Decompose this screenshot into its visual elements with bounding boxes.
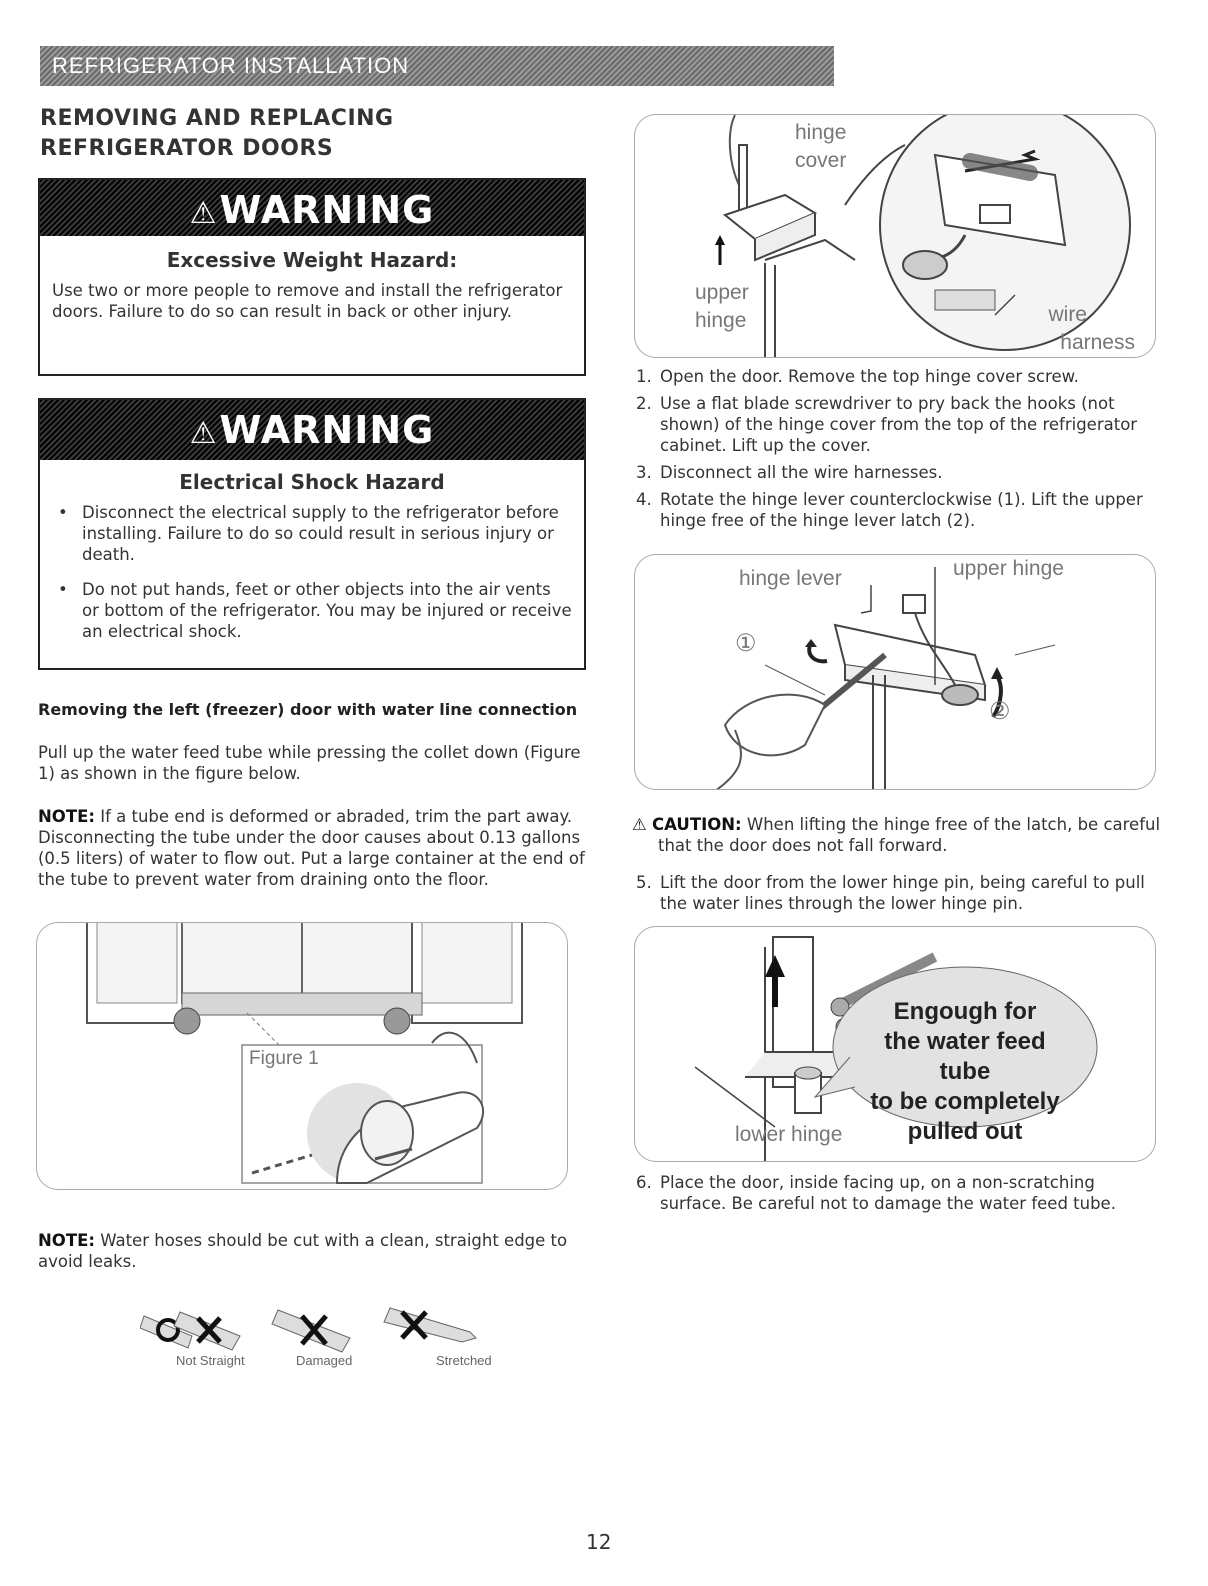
hose-label-not-straight: Not Straight: [176, 1353, 245, 1368]
figure-lower-hinge-frame: [634, 926, 1156, 1162]
label-lower-hinge: lower hinge: [735, 1123, 843, 1146]
note-label: NOTE:: [38, 1231, 95, 1250]
warning-shock-body: [40, 494, 584, 642]
label-wire-harness: [1005, 301, 1135, 357]
note-text: Water hoses should be cut with a clean, straight edge to avoid leaks.: [38, 1231, 568, 1271]
step-number: 2.: [636, 394, 652, 413]
step-5-block: [636, 872, 1156, 920]
step-text: Disconnect all the wire harnesses.: [660, 463, 943, 482]
warning-shock-header: [40, 400, 584, 460]
caution-text: When lifting the hinge free of the latch, be careful that the door does not fall forward.: [658, 815, 1161, 855]
warning-shock-bullet-2: • Do not put hands, feet or other objects into the air vents or bottom of the refrigerator. You may be injured or receive an electrical shock.: [52, 579, 572, 642]
page-number: 12: [586, 1530, 612, 1554]
figure-1-label: Figure 1: [249, 1048, 319, 1069]
label-upper-hinge-line2: hinge: [695, 309, 747, 332]
callout-line-2: the water feed tube: [884, 1028, 1046, 1085]
warning-shock-bullet-1: • Disconnect the electrical supply to the refrigerator before installing. Failure to do so could result in serious injury or death.: [52, 502, 572, 565]
warning-weight-body-box: [38, 236, 586, 376]
step-number: 4.: [636, 490, 652, 509]
warning-weight-header: [40, 180, 584, 240]
step-2: [636, 393, 1156, 456]
hose-cut-illustrations: [140, 1302, 520, 1356]
callout-line-4: pulled out: [907, 1118, 1023, 1145]
label-wire-harness-line1: wire: [1048, 303, 1087, 326]
steps-1-4: [636, 366, 1156, 537]
note-deformed-tube: [38, 806, 588, 890]
section-header-text: REFRIGERATOR INSTALLATION: [52, 53, 410, 78]
label-hinge-cover: [795, 119, 846, 175]
label-wire-harness-line2: harness: [1060, 331, 1135, 354]
page-title-line1: REMOVING AND REPLACING: [40, 106, 394, 131]
label-upper-hinge-b: upper hinge: [953, 557, 1064, 580]
figure-hinge-lever-frame: [634, 554, 1156, 790]
label-hinge-cover-line1: hinge: [795, 121, 847, 144]
step-number: 6.: [636, 1173, 652, 1192]
caution-paragraph: [622, 814, 1162, 856]
step-text: Rotate the hinge lever counterclockwise (1). Lift the upper hinge free of the hinge lever latch (2).: [660, 490, 1143, 530]
warning-weight-text: Use two or more people to remove and install the refrigerator doors. Failure to do so can result in back or other injury.: [52, 281, 563, 321]
warning-shock-box: [38, 398, 586, 670]
note-text: If a tube end is deformed or abraded, trim the part away. Disconnecting the tube under the door causes about 0.13 gallons (0.5 liters) of water to flow out. Put a large container at the end of the tube to prevent water from draining onto the floor.: [38, 807, 585, 889]
step-number: 5.: [636, 873, 652, 892]
label-hinge-lever: hinge lever: [739, 567, 842, 590]
section-header-bar: [40, 46, 834, 86]
page-title-line2: REFRIGERATOR DOORS: [40, 136, 334, 161]
step-text: Use a flat blade screwdriver to pry back the hooks (not shown) of the hinge cover from the top of the refrigerator cabinet. Lift up the cover.: [660, 394, 1138, 455]
page-title: [40, 104, 600, 164]
pull-tube-paragraph: Pull up the water feed tube while pressing the collet down (Figure 1) as shown in the figure below.: [38, 743, 581, 783]
caution-label: CAUTION:: [652, 815, 742, 834]
warning-triangle-icon: ⚠: [189, 196, 218, 231]
step-text: Place the door, inside facing up, on a non-scratching surface. Be careful not to damage the water feed tube.: [660, 1173, 1116, 1213]
callout-line-1: Engough for: [893, 998, 1037, 1025]
warning-triangle-icon: ⚠: [189, 416, 218, 451]
label-hinge-cover-line2: cover: [795, 149, 847, 172]
freezer-door-subhead: Removing the left (freezer) door with water line connection: [38, 700, 578, 719]
caution-triangle-icon: ⚠: [632, 815, 647, 834]
hose-stretched: [384, 1308, 476, 1342]
label-upper-hinge-line1: upper: [695, 281, 749, 304]
label-upper-hinge: [695, 279, 749, 335]
step-text: Open the door. Remove the top hinge cover screw.: [660, 367, 1079, 386]
step-text: Lift the door from the lower hinge pin, being careful to pull the water lines through the lower hinge pin.: [660, 873, 1145, 913]
step-3: [636, 462, 1156, 483]
callout-enough-tube: [865, 997, 1065, 1147]
callout-line-3: to be completely: [870, 1088, 1060, 1115]
note-label: NOTE:: [38, 807, 95, 826]
step-6: [636, 1172, 1156, 1214]
warning-weight-subtitle: Excessive Weight Hazard:: [166, 248, 458, 272]
note-hose-cut: [38, 1230, 588, 1272]
figure-1-frame: [36, 922, 568, 1190]
step-number: 3.: [636, 463, 652, 482]
marker-1: ①: [735, 630, 757, 657]
step-4: [636, 489, 1156, 531]
hinge-lever-illustration: [635, 555, 1156, 790]
step-6-block: [636, 1172, 1156, 1220]
warning-shock-head-text: WARNING: [219, 408, 435, 452]
hose-label-damaged: Damaged: [296, 1353, 353, 1368]
step-5: [636, 872, 1156, 914]
figure-hinge-cover-frame: [634, 114, 1156, 358]
step-number: 1.: [636, 367, 652, 386]
marker-2: ②: [989, 698, 1011, 725]
hose-label-stretched: Stretched: [436, 1353, 492, 1368]
hose-damaged: [272, 1310, 350, 1352]
warning-shock-subtitle: Electrical Shock Hazard: [179, 470, 445, 494]
warning-weight-head-text: WARNING: [219, 188, 435, 232]
step-1: [636, 366, 1156, 387]
